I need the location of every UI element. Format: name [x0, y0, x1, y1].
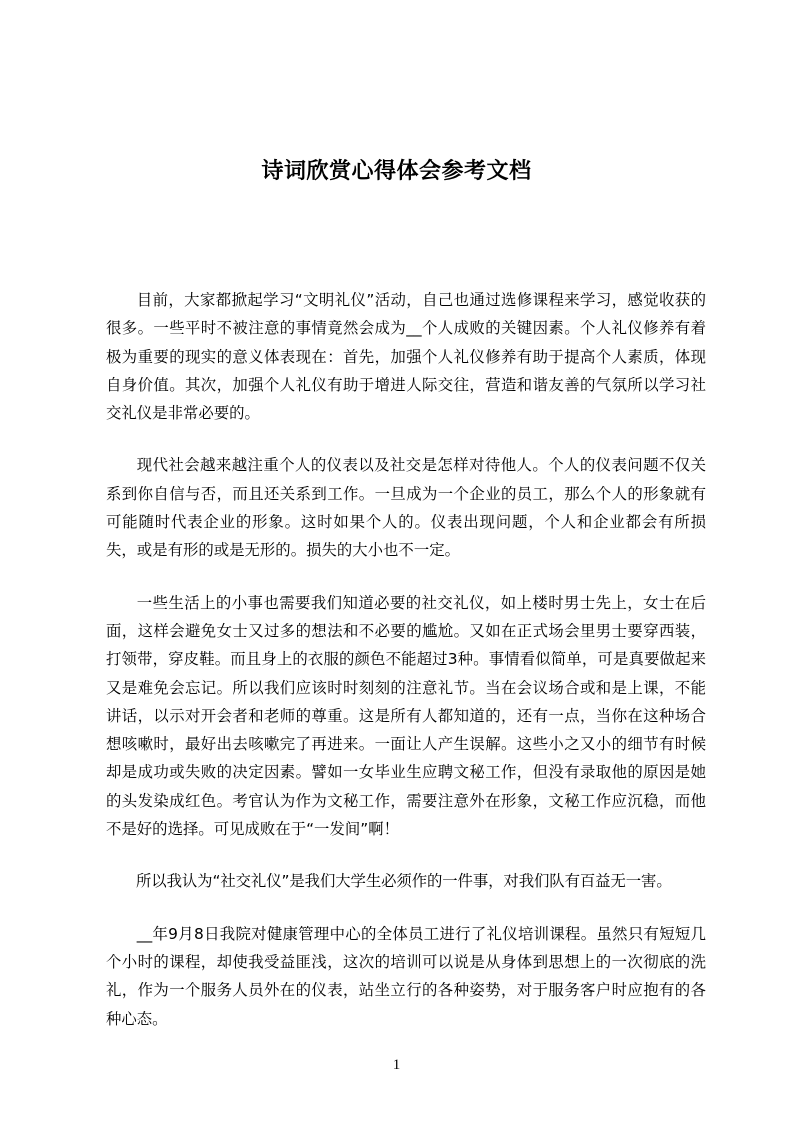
paragraph-etiquette-learning: 目前，大家都掀起学习“文明礼仪”活动，自己也通过选修课程来学习，感觉收获的很多。一些平时不被注意的事情竟然会成为__个人成败的关键因素。个人礼仪修养有着极为重要的现实的意义体表现在：首先，加强个人礼仪修养有助于提高个人素质，体现自身价值。其次，加强个人礼仪有助于增进人际交往，营造和谐友善的气氛所以学习社交礼仪是非常必要的。: [106, 291, 706, 423]
paragraph-daily-etiquette: 一些生活上的小事也需要我们知道必要的社交礼仪，如上楼时男士先上，女士在后面，这样会避免女士又过多的想法和不必要的尴尬。又如在正式场会里男士要穿西装，打领带，穿皮鞋。而且身上的衣服的颜色不能超过3种。事情看似简单，可是真要做起来又是难免会忘记。所以我们应该时时刻刻的注意礼节。当在会议场合或和是上课，不能讲话，以示对开会者和老师的尊重。这是所有人都知道的，还有一点，当你在这种场合想咳嗽时，最好出去咳嗽完了再进来。一面让人产生误解。这些小之又小的细节有时候却是成功或失败的决定因素。譬如一女毕业生应聘文秘工作，但没有录取他的原因是她的头发染成红色。考官认为作为文秘工作，需要注意外在形象，文秘工作应沉稳，而他不是好的选择。可见成败在于“一发间”啊！: [106, 593, 706, 839]
document-body: [106, 286, 706, 1033]
page-title: 诗词欣赏心得体会参考文档: [261, 158, 532, 184]
paragraph-personal-appearance: 现代社会越来越注重个人的仪表以及社交是怎样对待他人。个人的仪表问题不仅关系到你自信与否，而且还关系到工作。一旦成为一个企业的员工，那么个人的形象就有可能随时代表企业的形象。这时如果个人的。仪表出现问题，个人和企业都会有所损失，或是有形的或是无形的。损失的大小也不一定。: [106, 456, 706, 560]
paragraph-training-course: __年9月8日我院对健康管理中心的全体员工进行了礼仪培训课程。虽然只有短短几个小时的课程，却使我受益匪浅，这次的培训可以说是从身体到思想上的一次彻底的洗礼，作为一个服务人员外在的仪表，站坐立行的各种姿势，对于服务客户时应抱有的各种心态。: [106, 924, 706, 1028]
paragraph-conclusion: 所以我认为“社交礼仪”是我们大学生必须作的一件事，对我们队有百益无一害。: [136, 872, 672, 891]
page-number: 1: [392, 1057, 401, 1073]
